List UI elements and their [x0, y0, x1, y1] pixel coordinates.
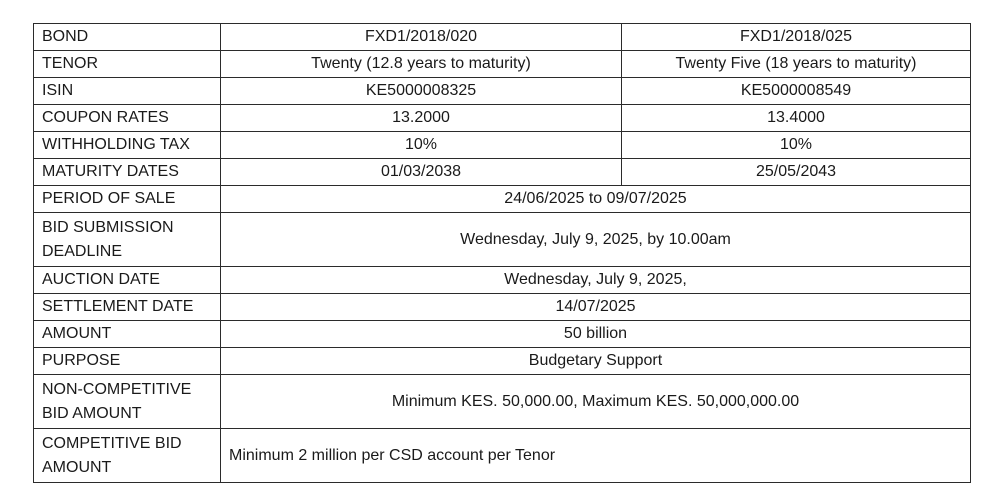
table-row-settlement-date [34, 294, 971, 321]
table-row-coupon [34, 105, 971, 132]
coupon-a: 13.2000 [221, 105, 622, 132]
isin-b: KE5000008549 [622, 78, 971, 105]
label-line: DEADLINE [42, 242, 123, 260]
maturity-b: 25/05/2043 [622, 159, 971, 186]
label-non-competitive-bid-amount [34, 375, 221, 429]
label-purpose: PURPOSE [34, 348, 221, 375]
isin-a: KE5000008325 [221, 78, 622, 105]
table-row-tenor [34, 51, 971, 78]
label-bid-submission-deadline [34, 213, 221, 267]
label-line: COMPETITIVE BID [42, 434, 182, 452]
coupon-b: 13.4000 [622, 105, 971, 132]
tenor-b: Twenty Five (18 years to maturity) [622, 51, 971, 78]
competitive-value: Minimum 2 million per CSD account per Tenor [221, 429, 971, 483]
maturity-a: 01/03/2038 [221, 159, 622, 186]
table-row-withholding [34, 132, 971, 159]
bid-deadline-value: Wednesday, July 9, 2025, by 10.00am [221, 213, 971, 267]
tenor-a: Twenty (12.8 years to maturity) [221, 51, 622, 78]
label-withholding-tax: WITHHOLDING TAX [34, 132, 221, 159]
non-competitive-value: Minimum KES. 50,000.00, Maximum KES. 50,000,000.00 [221, 375, 971, 429]
period-of-sale-value: 24/06/2025 to 09/07/2025 [221, 186, 971, 213]
label-tenor: TENOR [34, 51, 221, 78]
label-amount: AMOUNT [34, 321, 221, 348]
label-coupon-rates: COUPON RATES [34, 105, 221, 132]
withholding-b: 10% [622, 132, 971, 159]
label-period-of-sale: PERIOD OF SALE [34, 186, 221, 213]
label-line: AMOUNT [42, 458, 112, 476]
withholding-a: 10% [221, 132, 622, 159]
table-row-bond [34, 24, 971, 51]
settlement-date-value: 14/07/2025 [221, 294, 971, 321]
table-row-competitive [34, 429, 971, 483]
table-row-amount [34, 321, 971, 348]
table-row-auction-date [34, 267, 971, 294]
label-isin: ISIN [34, 78, 221, 105]
label-line: BID SUBMISSION [42, 218, 174, 236]
label-settlement-date: SETTLEMENT DATE [34, 294, 221, 321]
table-row-maturity [34, 159, 971, 186]
label-line: BID AMOUNT [42, 404, 142, 422]
bond-b-header: FXD1/2018/025 [622, 24, 971, 51]
bond-details-table [33, 23, 971, 483]
table-row-bid-deadline [34, 213, 971, 267]
table-row-purpose [34, 348, 971, 375]
table-row-non-competitive [34, 375, 971, 429]
table-row-isin [34, 78, 971, 105]
purpose-value: Budgetary Support [221, 348, 971, 375]
amount-value: 50 billion [221, 321, 971, 348]
label-maturity-dates: MATURITY DATES [34, 159, 221, 186]
table-row-period-of-sale [34, 186, 971, 213]
auction-date-value: Wednesday, July 9, 2025, [221, 267, 971, 294]
label-competitive-bid-amount [34, 429, 221, 483]
label-bond: BOND [34, 24, 221, 51]
bond-a-header: FXD1/2018/020 [221, 24, 622, 51]
label-auction-date: AUCTION DATE [34, 267, 221, 294]
label-line: NON-COMPETITIVE [42, 380, 192, 398]
